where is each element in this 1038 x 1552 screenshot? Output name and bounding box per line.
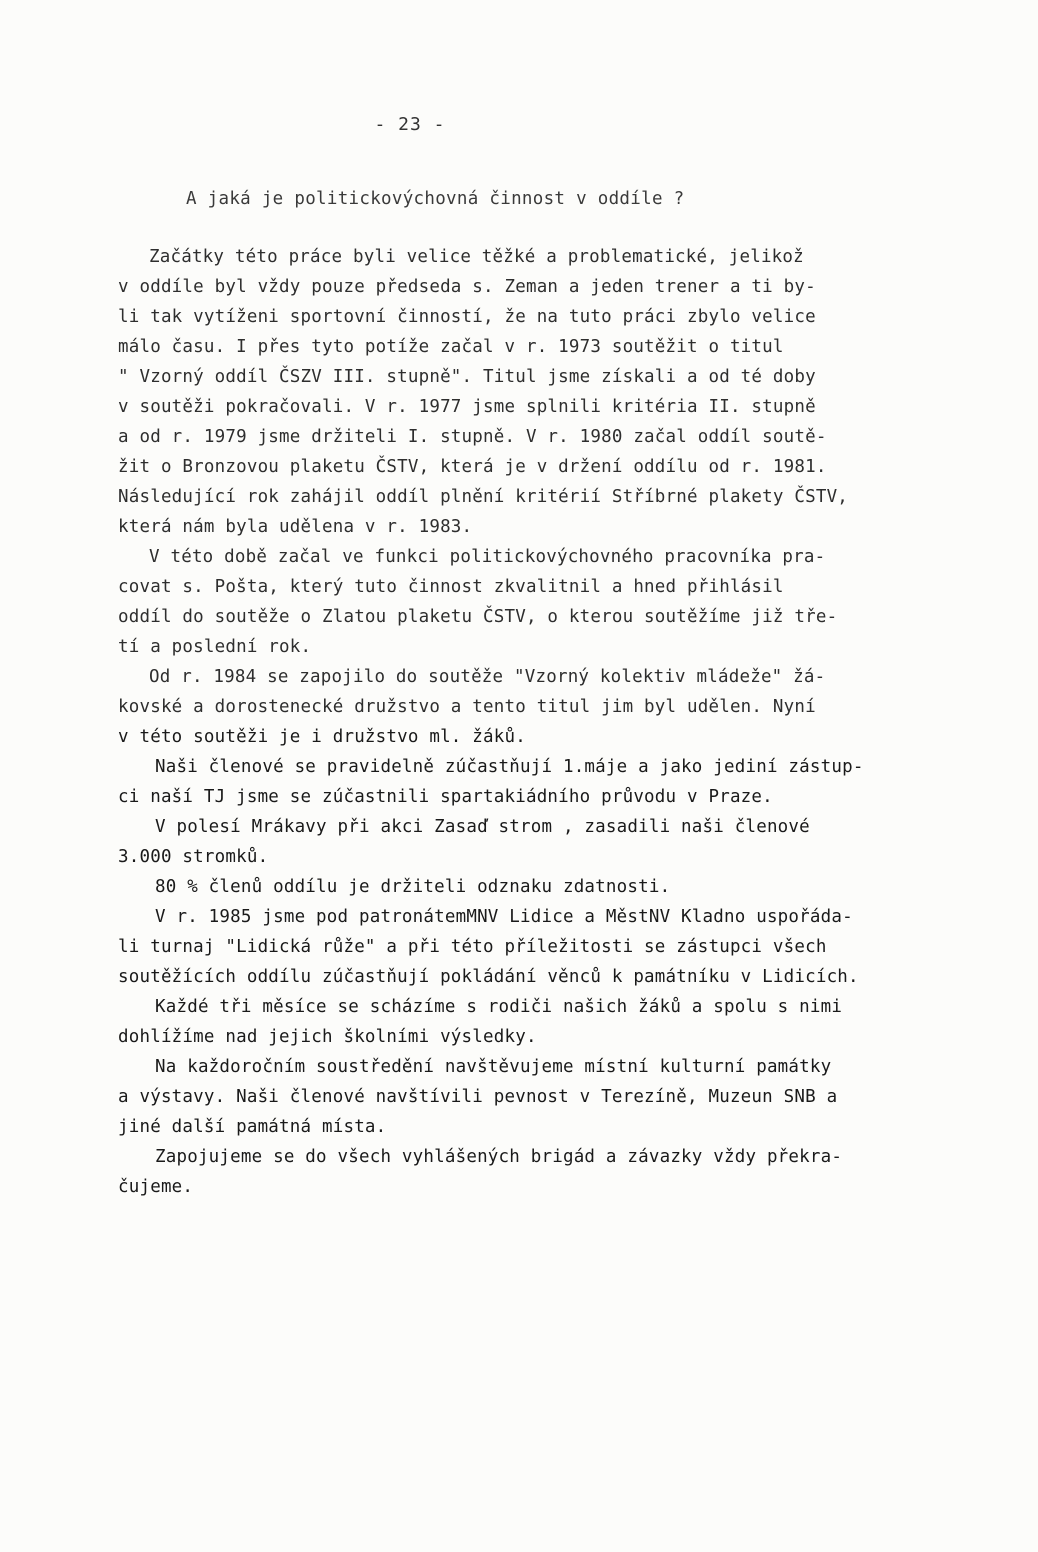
text-line: kovské a dorostenecké družstvo a tento titul jim byl udělen. Nyní: [118, 697, 816, 717]
text-line: v oddíle byl vždy pouze předseda s. Zeman a jeden trener a ti by-: [118, 277, 816, 297]
text-line: a od r. 1979 jsme držiteli I. stupně. V r. 1980 začal oddíl soutě-: [118, 427, 827, 447]
section-heading: A jaká je politickovýchovná činnost v oddíle ?: [186, 189, 685, 209]
text-line: málo času. I přes tyto potíže začal v r. 1973 soutěžit o titul: [118, 337, 784, 357]
text-line: čujeme.: [118, 1177, 194, 1197]
text-line: li tak vytíženi sportovní činností, že na tuto práci zbylo velice: [118, 307, 816, 327]
text-line: oddíl do soutěže o Zlatou plaketu ČSTV, o kterou soutěžíme již tře-: [118, 607, 838, 627]
text-line: Zapojujeme se do všech vyhlášených brigád a závazky vždy překra-: [155, 1147, 843, 1167]
text-line: 80 % členů oddílu je držiteli odznaku zdatnosti.: [155, 877, 671, 897]
text-line: " Vzorný oddíl ČSZV III. stupně". Titul jsme získali a od té doby: [118, 367, 816, 387]
text-line: Naši členové se pravidelně zúčastňují 1.máje a jako jediní zástup-: [155, 757, 864, 777]
text-line: V r. 1985 jsme pod patronátemMNV Lidice a MěstNV Kladno uspořáda-: [155, 907, 853, 927]
text-line: žit o Bronzovou plaketu ČSTV, která je v držení oddílu od r. 1981.: [118, 457, 827, 477]
text-line: soutěžících oddílu zúčastňují pokládání věnců k památníku v Lidicích.: [118, 967, 859, 987]
text-line: a výstavy. Naši členové navštívili pevnost v Terezíně, Muzeun SNB a: [118, 1087, 838, 1107]
text-line: která nám byla udělena v r. 1983.: [118, 517, 473, 537]
text-line: Začátky této práce byli velice těžké a problematické, jelikož: [149, 247, 804, 267]
text-line: dohlížíme nad jejich školními výsledky.: [118, 1027, 537, 1047]
text-line: ci naší TJ jsme se zúčastnili spartakiádního průvodu v Praze.: [118, 787, 773, 807]
text-line: v této soutěži je i družstvo ml. žáků.: [118, 727, 526, 747]
page-number: - 23 -: [374, 114, 446, 135]
text-line: Následující rok zahájil oddíl plnění kritérií Stříbrné plakety ČSTV,: [118, 487, 849, 507]
text-line: covat s. Pošta, který tuto činnost zkvalitnil a hned přihlásil: [118, 577, 784, 597]
text-line: V této době začal ve funkci politickovýchovného pracovníka pra-: [149, 547, 826, 567]
text-line: v soutěži pokračovali. V r. 1977 jsme splnili kritéria II. stupně: [118, 397, 816, 417]
text-line: tí a poslední rok.: [118, 637, 312, 657]
text-line: Od r. 1984 se zapojilo do soutěže "Vzorný kolektiv mládeže" žá-: [149, 667, 826, 687]
text-line: 3.000 stromků.: [118, 847, 269, 867]
text-line: jiné další památná místa.: [118, 1117, 387, 1137]
text-line: V polesí Mrákavy při akci Zasaď strom , zasadili naši členové: [155, 817, 810, 837]
text-line: li turnaj "Lidická růže" a při této příležitosti se zástupci všech: [118, 937, 827, 957]
text-line: Každé tři měsíce se scházíme s rodiči našich žáků a spolu s nimi: [155, 997, 843, 1017]
text-line: Na každoročním soustředění navštěvujeme místní kulturní památky: [155, 1057, 832, 1077]
